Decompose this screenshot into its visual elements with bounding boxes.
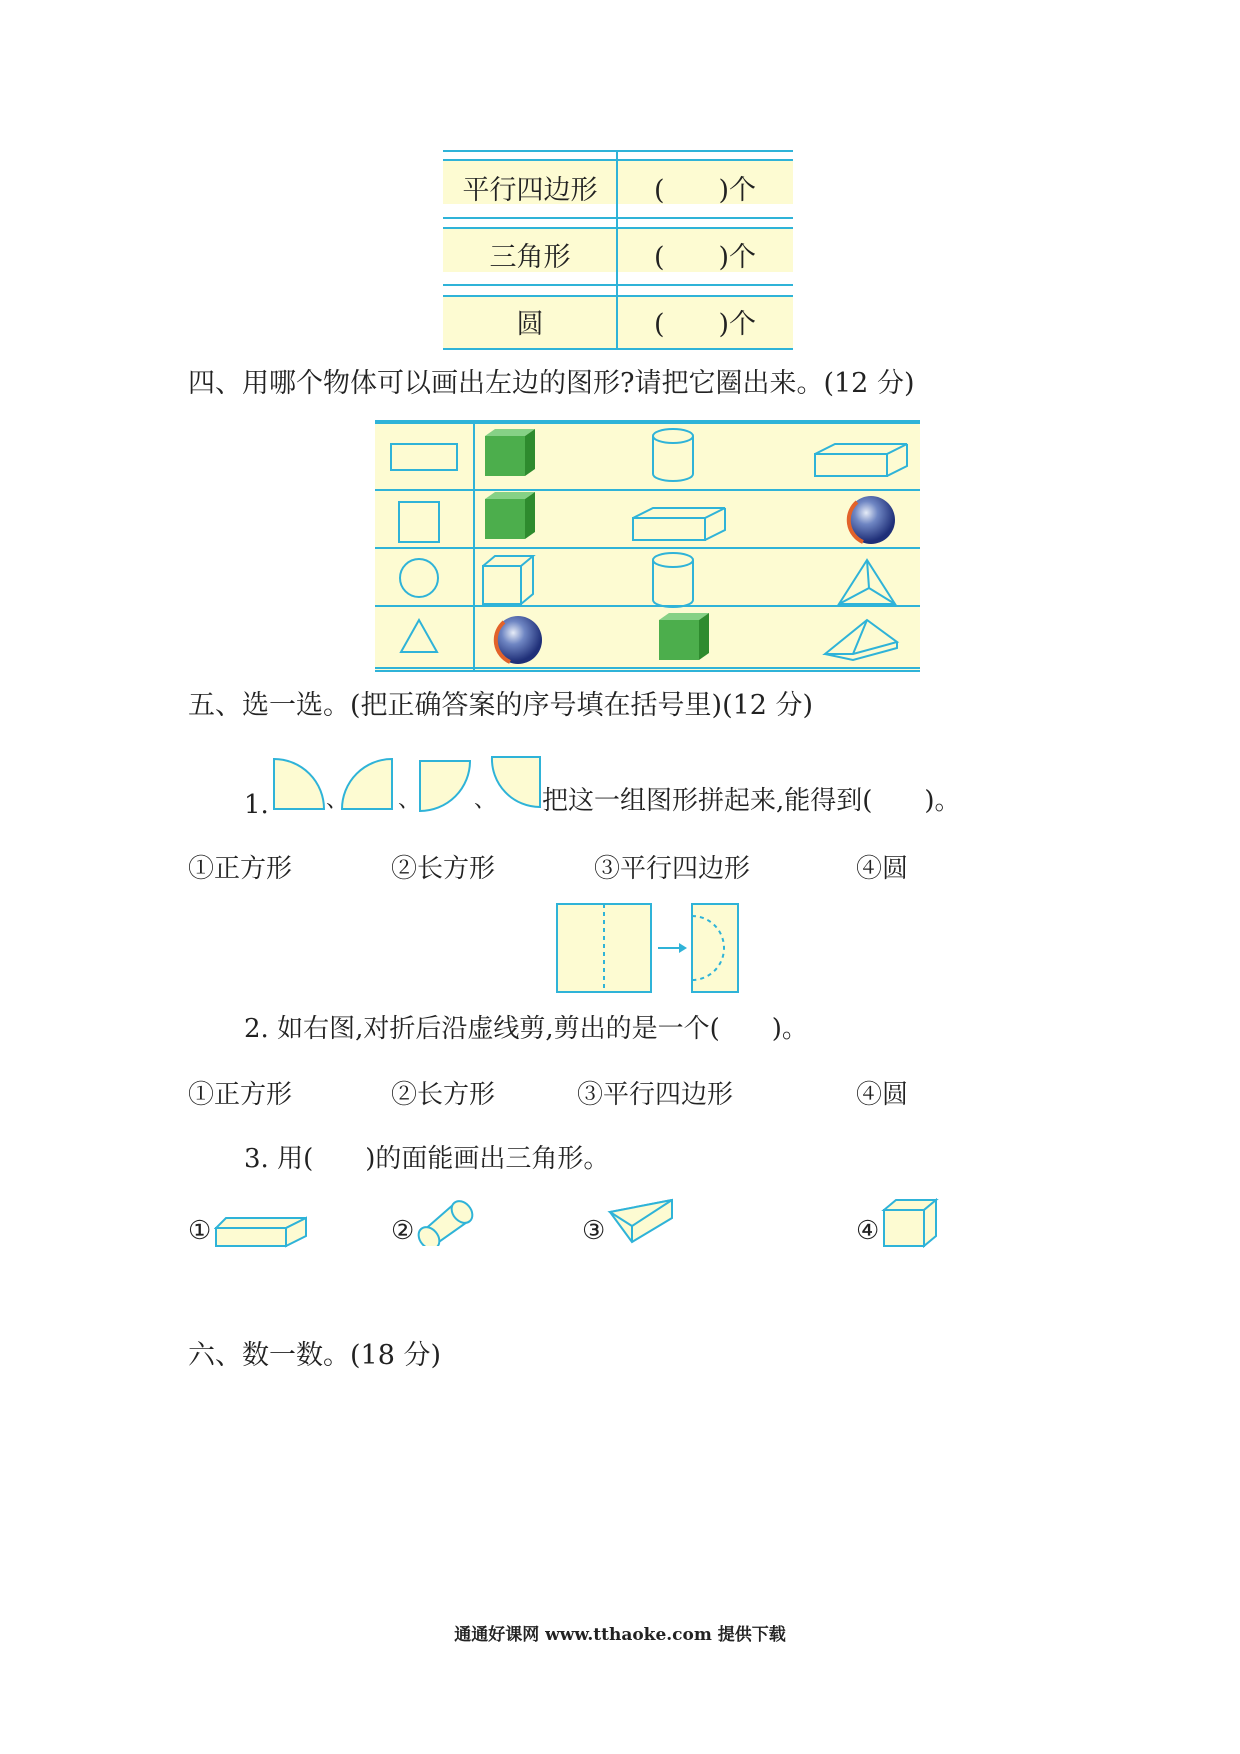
q3-cylinder-icon[interactable] xyxy=(414,1192,476,1246)
q1-separator: 、 xyxy=(398,788,421,813)
q2-option[interactable]: ③平行四边形 xyxy=(577,1080,734,1110)
section4-table xyxy=(375,420,920,672)
footer-text: 通通好课网 www.tthaoke.com 提供下载 xyxy=(454,1625,786,1645)
quarter-circle-piece-4 xyxy=(492,757,540,807)
q3-option-label[interactable]: ④ xyxy=(856,1216,880,1246)
q1-option[interactable]: ④圆 xyxy=(856,854,909,884)
q3-triangular-prism-icon[interactable] xyxy=(606,1196,678,1252)
count-row-blank[interactable]: ( )个 xyxy=(653,242,757,273)
section4-title: 四、用哪个物体可以画出左边的图形?请把它圈出来。(12 分) xyxy=(188,368,915,399)
count-row-shape: 三角形 xyxy=(489,242,571,273)
q2-text: 2. 如右图,对折后沿虚线剪,剪出的是一个( )。 xyxy=(244,1014,808,1044)
sphere-icon[interactable] xyxy=(847,496,895,544)
count-row-shape: 圆 xyxy=(516,309,544,340)
count-table xyxy=(443,150,793,350)
q3-option-label[interactable]: ② xyxy=(391,1216,415,1246)
q1-separator: 、 xyxy=(326,788,349,813)
q2-option[interactable]: ②长方形 xyxy=(391,1080,496,1110)
green-cube-icon[interactable] xyxy=(485,429,535,476)
q1-text: 把这一组图形拼起来,能得到( )。 xyxy=(542,786,961,816)
q2-fold-figure xyxy=(555,902,740,994)
folded-paper xyxy=(692,904,738,992)
count-row-shape: 平行四边形 xyxy=(462,175,598,206)
q3-option-label[interactable]: ③ xyxy=(582,1216,606,1246)
count-row-blank[interactable]: ( )个 xyxy=(653,175,757,206)
quarter-circle-piece-2 xyxy=(342,759,392,809)
q1-option[interactable]: ②长方形 xyxy=(391,854,496,884)
q3-cuboid-icon[interactable] xyxy=(214,1208,310,1250)
q1-option[interactable]: ③平行四边形 xyxy=(594,854,751,884)
count-row-blank[interactable]: ( )个 xyxy=(653,309,757,340)
q2-option[interactable]: ④圆 xyxy=(856,1080,909,1110)
quarter-circle-piece-3 xyxy=(420,761,470,811)
quarter-circle-piece-1 xyxy=(274,759,324,809)
q3-cube-icon[interactable] xyxy=(880,1196,940,1252)
q1-option[interactable]: ①正方形 xyxy=(188,854,293,884)
green-cube-icon[interactable] xyxy=(485,492,535,539)
arrow-right-icon xyxy=(658,943,687,953)
section5-title: 五、选一选。(把正确答案的序号填在括号里)(12 分) xyxy=(188,690,814,721)
q3-option-label[interactable]: ① xyxy=(188,1216,212,1246)
q1-separator: 、 xyxy=(474,788,497,813)
sphere-icon[interactable] xyxy=(494,616,542,664)
q1-number: 1. xyxy=(244,790,269,820)
green-cube-icon[interactable] xyxy=(659,613,709,660)
q3-text: 3. 用( )的面能画出三角形。 xyxy=(244,1144,610,1174)
section6-title: 六、数一数。(18 分) xyxy=(188,1340,442,1371)
q2-option[interactable]: ①正方形 xyxy=(188,1080,293,1110)
